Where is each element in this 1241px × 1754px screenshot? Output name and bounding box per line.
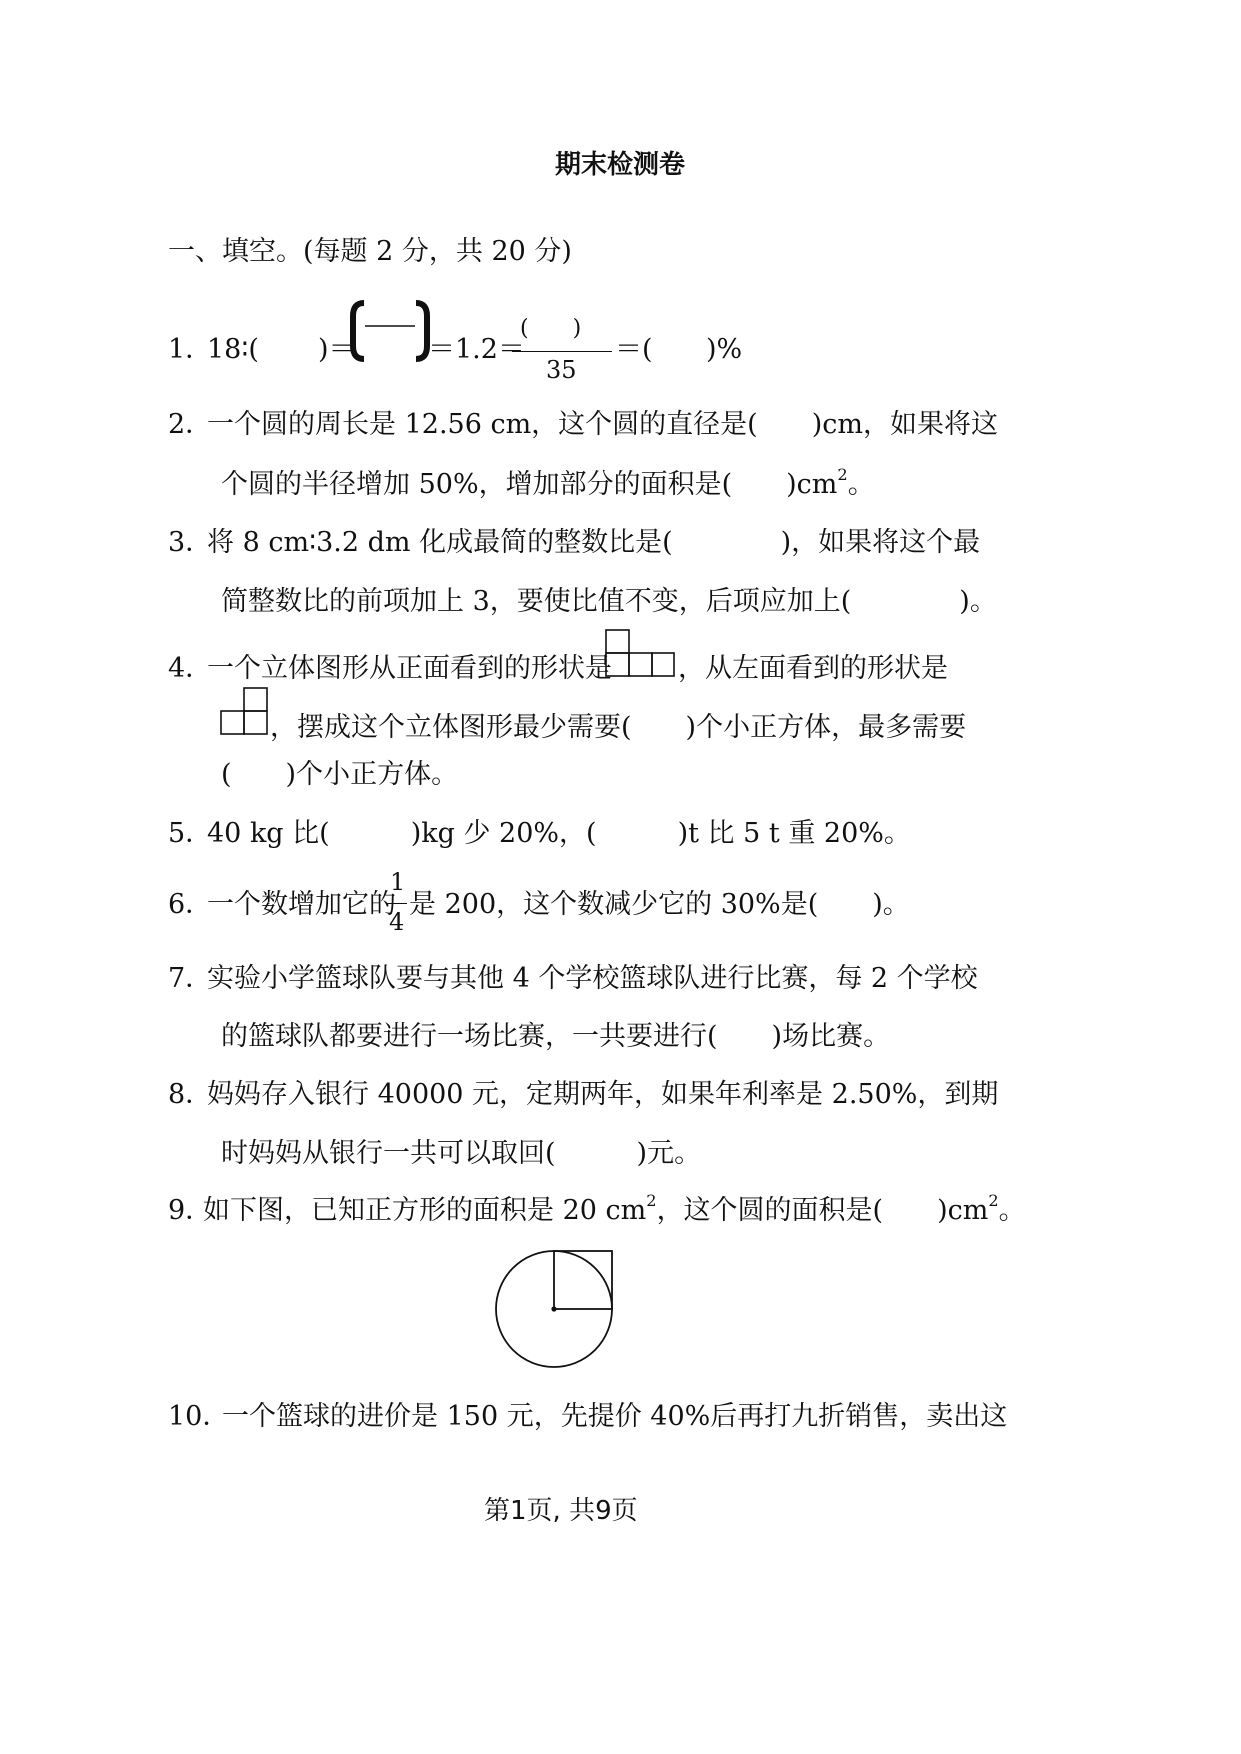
question-number: 1． <box>168 334 213 365</box>
q4-line-3: ( )个小正方体。 <box>221 759 459 790</box>
q9-text-a: 如下图，已知正方形的面积是 20 cm <box>203 1195 647 1226</box>
q7-line-2: 的篮球队都要进行一场比赛，一共要进行( )场比赛。 <box>221 1021 891 1052</box>
question-number: 5． <box>168 818 213 849</box>
q2-line-2 <box>221 465 875 500</box>
question-number: 2． <box>168 409 213 440</box>
q4-line-1-start: 一个立体图形从正面看到的形状是 <box>207 653 612 684</box>
q6-fraction-denominator: 4 <box>389 908 405 936</box>
q9-text-b: ，这个圆的面积是( )cm <box>656 1195 989 1226</box>
superscript: 2 <box>988 1191 999 1210</box>
page-title: 期末检测卷 <box>555 150 686 180</box>
question-number: 10． <box>168 1401 230 1432</box>
q4-line-1-end: ，从左面看到的形状是 <box>678 653 948 684</box>
q1-percent-close: )% <box>706 334 743 365</box>
question-number: 3． <box>168 527 213 558</box>
q6-line-1-end: 是 200，这个数减少它的 30%是( )。 <box>409 889 910 920</box>
q4-line-2: ，摆成这个立体图形最少需要( )个小正方体，最多需要 <box>270 712 967 743</box>
left-view-shape-icon <box>219 686 271 738</box>
q9-text-c: 。 <box>998 1195 1026 1226</box>
page-footer: 第1页, 共9页 <box>484 1496 638 1526</box>
q6-fraction-numerator: 1 <box>390 868 406 896</box>
q1-ratio-close: )＝ <box>318 334 356 365</box>
front-view-shape-icon <box>604 628 676 678</box>
q1-fraction-bar <box>512 351 612 352</box>
superscript: 2 <box>646 1191 657 1210</box>
q9-line-1 <box>203 1191 1026 1226</box>
q8-line-1: 妈妈存入银行 40000 元，定期两年，如果年利率是 2.50%，到期 <box>207 1079 999 1110</box>
q5-line-1: 40 kg 比( )kg 少 20%，( )t 比 5 t 重 20%。 <box>207 818 911 849</box>
q1-ratio-start: 18∶( <box>207 334 259 365</box>
question-number: 9． <box>168 1195 213 1226</box>
section-heading: 一、填空。(每题 2 分，共 20 分) <box>168 236 572 267</box>
superscript: 2 <box>837 465 848 484</box>
question-number: 6． <box>168 889 213 920</box>
q8-line-2: 时妈妈从银行一共可以取回( )元。 <box>221 1138 702 1169</box>
q1-percent-open: ＝( <box>615 334 653 365</box>
question-number: 4． <box>168 653 213 684</box>
q2-line-2-end: 。 <box>847 469 875 500</box>
q3-line-1: 将 8 cm∶3.2 dm 化成最简的整数比是( )，如果将这个最 <box>207 527 981 558</box>
q2-line-2-text: 个圆的半径增加 50%，增加部分的面积是( )cm <box>221 469 838 500</box>
q7-line-1: 实验小学篮球队要与其他 4 个学校篮球队进行比赛，每 2 个学校 <box>207 963 978 994</box>
circle-square-figure-icon <box>490 1245 622 1373</box>
q6-fraction-bar <box>387 903 407 904</box>
q2-line-1: 一个圆的周长是 12.56 cm，这个圆的直径是( )cm，如果将这 <box>207 409 998 440</box>
question-number: 7． <box>168 963 213 994</box>
q10-line-1: 一个篮球的进价是 150 元，先提价 40%后再打九折销售，卖出这 <box>222 1401 1008 1432</box>
q3-line-2: 简整数比的前项加上 3，要使比值不变，后项应加上( )。 <box>221 586 997 617</box>
q1-fraction-numerator: ( ) <box>520 316 582 341</box>
q1-bracket-fraction-icon <box>350 300 430 362</box>
question-number: 8． <box>168 1079 213 1110</box>
q1-equals-1-2: ＝1.2＝ <box>428 334 525 365</box>
q6-line-1-start: 一个数增加它的 <box>207 889 396 920</box>
q1-fraction-denominator: 35 <box>546 356 577 384</box>
